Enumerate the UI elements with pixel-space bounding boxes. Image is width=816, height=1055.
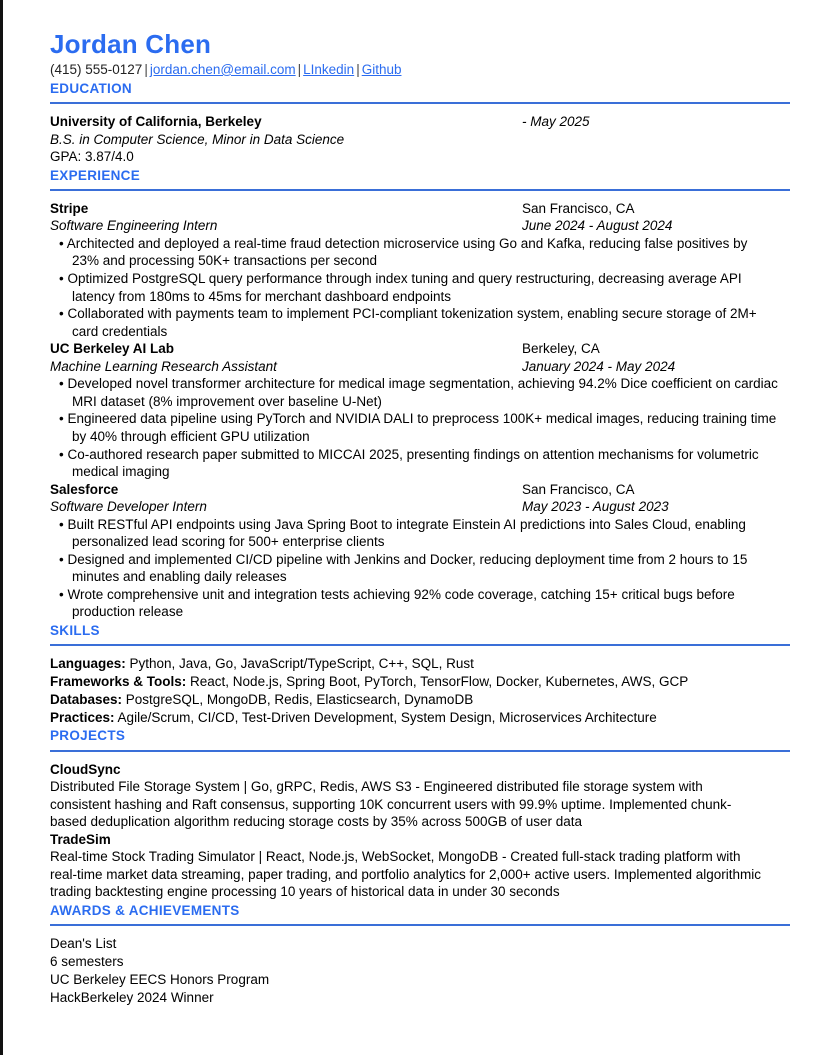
experience-dates: May 2023 - August 2023 <box>522 499 669 515</box>
skill-label: Practices: <box>50 709 115 725</box>
award-item: HackBerkeley 2024 Winner <box>50 989 214 1005</box>
skill-value: PostgreSQL, MongoDB, Redis, Elasticsearch, DynamoDB <box>122 691 474 707</box>
education-school-row <box>50 113 790 131</box>
bullet-item: • Collaborated with payments team to implement PCI-compliant tokenization system, enabling secure storage of 2M+ card credentials <box>59 306 757 339</box>
bullet-item: • Co-authored research paper submitted to MICCAI 2025, presenting findings on attention mechanisms for volumetric medical imaging <box>59 446 759 480</box>
project-name: CloudSync <box>50 761 121 777</box>
experience-location: Berkeley, CA <box>522 341 600 357</box>
section-heading-experience: EXPERIENCE <box>50 167 141 183</box>
experience-company: UC Berkeley AI Lab <box>50 341 175 357</box>
experience-bullets <box>50 235 790 340</box>
section-experience <box>50 167 790 621</box>
project-name: TradeSim <box>50 831 111 847</box>
section-rule <box>50 189 790 191</box>
education-degree-row <box>50 131 790 149</box>
project-entry <box>50 761 790 831</box>
section-heading-projects: PROJECTS <box>50 728 126 744</box>
bullet-item: • Developed novel transformer architecture for medical image segmentation, achieving 94.2% Dice coefficient on cardiac MRI dataset (8% improvement over baseline U-Net) <box>59 376 778 409</box>
skill-row <box>50 655 780 673</box>
section-heading-skills: SKILLS <box>50 622 100 638</box>
section-rule <box>50 102 790 104</box>
skill-row <box>50 673 780 691</box>
section-skills <box>50 622 790 726</box>
section-rule <box>50 644 790 646</box>
experience-company: Salesforce <box>50 481 119 497</box>
experience-entry <box>50 200 790 340</box>
github-link[interactable]: Github <box>361 61 402 77</box>
experience-entry <box>50 340 790 480</box>
bullet-item: • Designed and implemented CI/CD pipeline with Jenkins and Docker, reducing deployment time from 2 hours to 15 minutes and enabling daily releases <box>59 551 748 585</box>
contact-line <box>50 62 790 79</box>
phone-number: (415) 555-0127 <box>50 61 143 77</box>
project-description: Distributed File Storage System | Go, gRPC, Redis, AWS S3 - Engineered distributed file storage system with consistent hashing and Raft consensus, supporting 10K concurrent users with 99.9% uptime. Implemented chunk-based deduplication algorithm reducing storage costs by 35% across 500GB of user data <box>50 779 732 830</box>
candidate-name: Jordan Chen <box>50 29 212 59</box>
experience-title: Software Developer Intern <box>50 499 207 515</box>
contact-separator: | <box>297 61 302 77</box>
contact-separator: | <box>144 61 148 77</box>
skill-value: Python, Java, Go, JavaScript/TypeScript, C++, SQL, Rust <box>125 656 474 672</box>
education-gpa: GPA: 3.87/4.0 <box>50 149 134 165</box>
education-date: - May 2025 <box>522 113 590 129</box>
contact-separator: | <box>356 61 360 77</box>
bullet-item: • Architected and deployed a real-time fraud detection microservice using Go and Kafka, reducing false positives by 23% and processing 50K+ transactions per second <box>59 235 748 269</box>
experience-company-row <box>50 481 790 499</box>
experience-bullets <box>50 516 790 621</box>
experience-title: Software Engineering Intern <box>50 218 218 234</box>
award-item: UC Berkeley EECS Honors Program <box>50 971 270 987</box>
education-degree: B.S. in Computer Science, Minor in Data Science <box>50 131 345 147</box>
experience-title-row <box>50 358 790 376</box>
experience-entry <box>50 481 790 621</box>
section-heading-awards: AWARDS & ACHIEVEMENTS <box>50 903 240 919</box>
section-education <box>50 80 790 166</box>
bullet-item: • Engineered data pipeline using PyTorch and NVIDIA DALI to preprocess 100K+ medical images, reducing training time by 40% through efficient GPU utilization <box>59 411 777 444</box>
experience-location: San Francisco, CA <box>522 481 635 497</box>
resume-header <box>50 30 790 79</box>
project-description: Real-time Stock Trading Simulator | React, Node.js, WebSocket, MongoDB - Created full-stack trading platform with real-time market data streaming, paper trading, and portfolio analytics for 2,000+ active users. Implemented algorithmic trading backtesting engine processing 10 years of historical data in under 30 seconds <box>50 849 761 900</box>
award-item: Dean's List <box>50 936 117 952</box>
experience-dates: January 2024 - May 2024 <box>522 358 676 374</box>
experience-title: Machine Learning Research Assistant <box>50 358 277 374</box>
section-projects <box>50 727 790 901</box>
section-rule <box>50 924 790 926</box>
skill-row <box>50 709 780 727</box>
education-entry <box>50 113 790 166</box>
project-entry <box>50 831 790 901</box>
linkedin-link[interactable]: LInkedin <box>303 61 355 77</box>
skill-value: Agile/Scrum, CI/CD, Test-Driven Development, System Design, Microservices Architecture <box>114 709 657 725</box>
education-school: University of California, Berkeley <box>50 113 262 129</box>
experience-bullets <box>50 375 790 480</box>
skill-label: Frameworks & Tools: <box>50 674 187 689</box>
skill-label: Databases: <box>50 691 123 707</box>
skill-row <box>50 691 780 709</box>
experience-dates: June 2024 - August 2024 <box>522 218 673 234</box>
bullet-item: • Optimized PostgreSQL query performance through index tuning and query restructuring, decreasing average API latency from 180ms to 45ms for merchant dashboard endpoints <box>59 271 742 304</box>
experience-title-row <box>50 217 790 235</box>
award-item: 6 semesters <box>50 954 124 970</box>
experience-company-row <box>50 200 790 218</box>
email-link[interactable]: jordan.chen@email.com <box>149 61 296 77</box>
bullet-item: • Wrote comprehensive unit and integration tests achieving 92% code coverage, catching 15+ critical bugs before production release <box>59 586 735 620</box>
experience-company-row <box>50 340 790 358</box>
skill-value: React, Node.js, Spring Boot, PyTorch, TensorFlow, Docker, Kubernetes, AWS, GCP <box>186 674 689 689</box>
experience-title-row <box>50 498 790 516</box>
experience-company: Stripe <box>50 200 89 216</box>
skill-label: Languages: <box>50 656 126 672</box>
section-rule <box>50 750 790 752</box>
section-heading-education: EDUCATION <box>50 80 132 96</box>
bullet-item: • Built RESTful API endpoints using Java Spring Boot to integrate Einstein AI predictions into Sales Cloud, enabling personalized lead scoring for 500+ enterprise clients <box>59 516 746 550</box>
experience-location: San Francisco, CA <box>522 200 635 216</box>
section-awards <box>50 902 790 1006</box>
